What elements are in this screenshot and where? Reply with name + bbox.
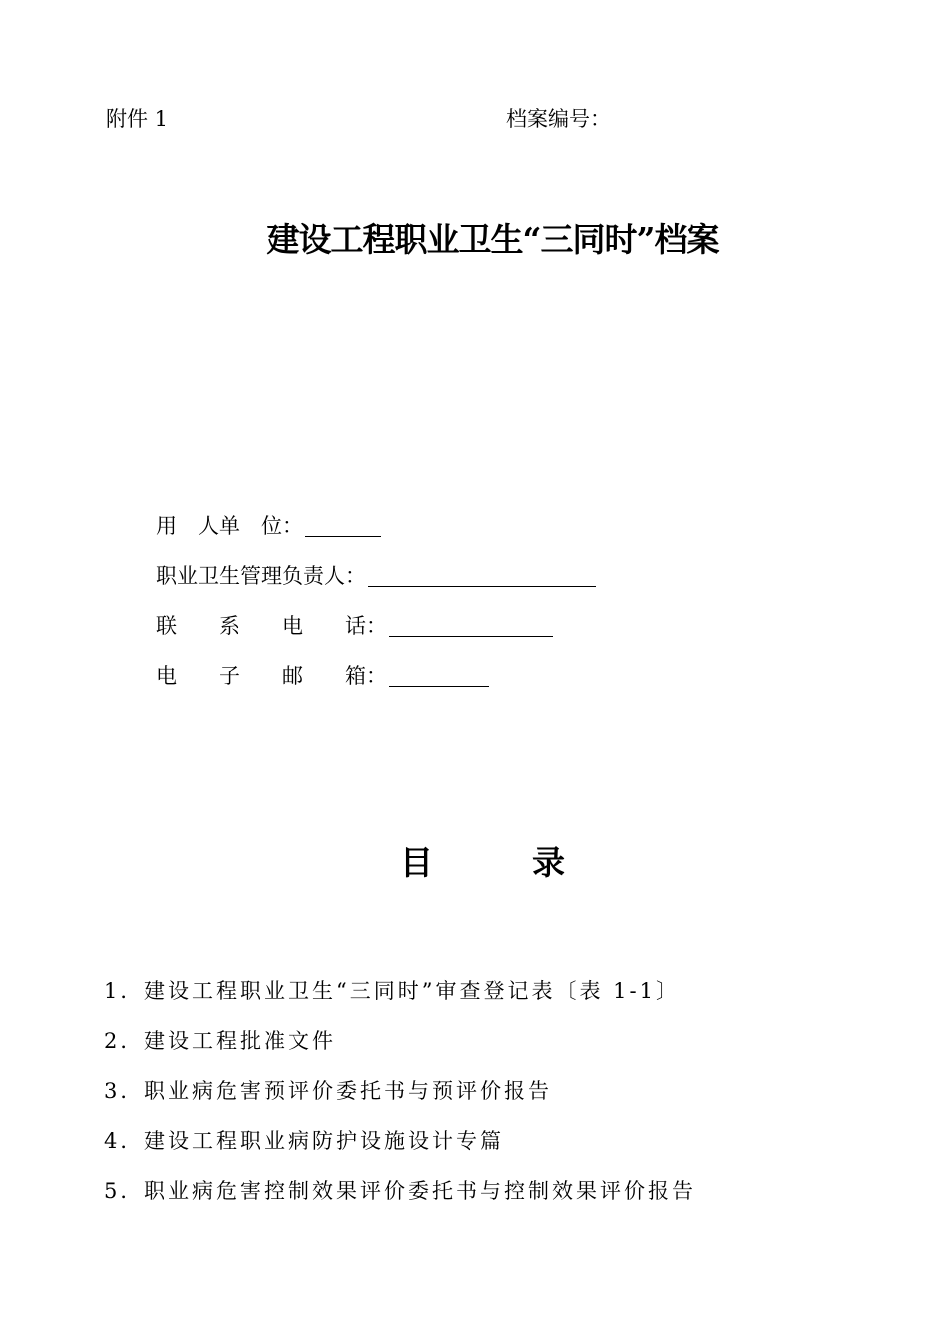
info-label-employer: 用 人单 位：	[156, 514, 303, 538]
toc-item	[104, 1115, 696, 1165]
toc-item-text: 建设工程职业卫生“三同时”审查登记表〔表 1-1〕	[144, 979, 680, 1003]
employer-blank	[305, 514, 381, 537]
toc-item	[104, 1015, 696, 1065]
manager-blank	[368, 564, 596, 587]
info-row-phone	[156, 600, 596, 650]
toc-item	[104, 1065, 696, 1115]
toc-item-number: 1．	[104, 979, 145, 1003]
toc-item-number: 3．	[104, 1079, 145, 1103]
toc-item	[104, 965, 696, 1015]
toc-item	[104, 1165, 696, 1215]
toc-title: 目 录	[400, 843, 565, 882]
toc-item-text: 建设工程职业病防护设施设计专篇	[144, 1129, 504, 1153]
document-title: 建设工程职业卫生“三同时”档案	[266, 220, 719, 259]
email-blank	[389, 664, 489, 687]
info-label-manager: 职业卫生管理负责人：	[156, 564, 366, 588]
info-fields	[156, 500, 596, 700]
toc-list	[104, 965, 696, 1215]
phone-blank	[389, 614, 553, 637]
info-label-email: 电 子 邮 箱：	[156, 664, 387, 688]
info-row-manager	[156, 550, 596, 600]
toc-item-text: 职业病危害控制效果评价委托书与控制效果评价报告	[144, 1179, 696, 1203]
info-row-email	[156, 650, 596, 700]
toc-item-number: 2．	[104, 1029, 145, 1053]
info-label-phone: 联 系 电 话：	[156, 614, 387, 638]
toc-item-text: 职业病危害预评价委托书与预评价报告	[144, 1079, 552, 1103]
toc-item-text: 建设工程批准文件	[144, 1029, 336, 1053]
toc-item-number: 5．	[104, 1179, 145, 1203]
attachment-label: 附件 1	[106, 107, 169, 131]
file-number-label: 档案编号：	[506, 107, 611, 131]
toc-item-number: 4．	[104, 1129, 145, 1153]
info-row-employer	[156, 500, 596, 550]
